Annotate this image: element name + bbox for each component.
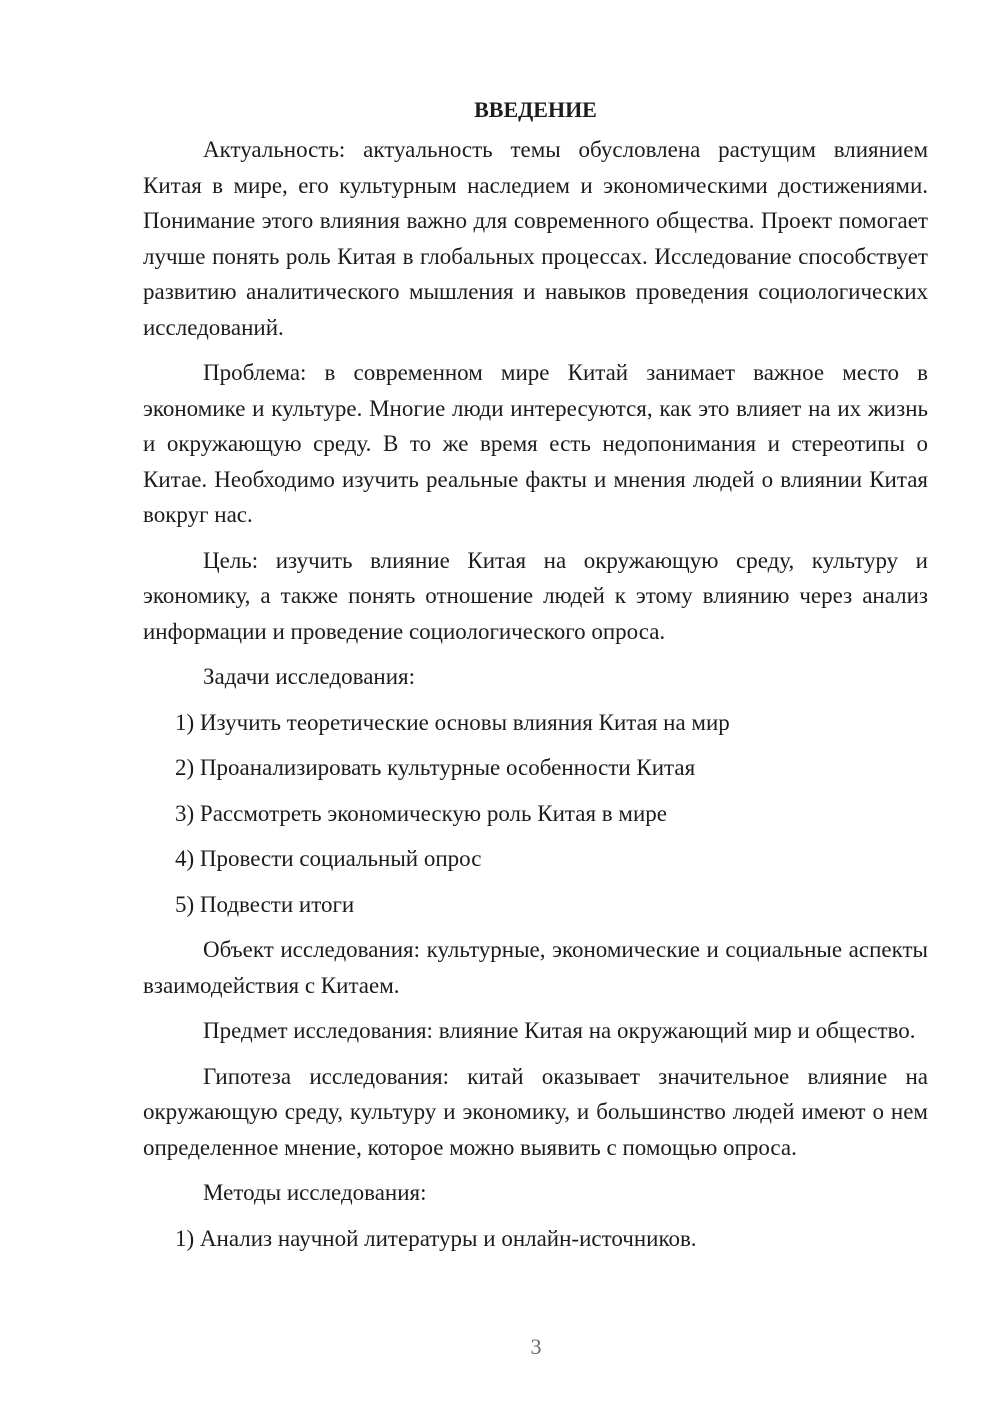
- list-item: 5) Подвести итоги: [175, 891, 355, 917]
- page-number: 3: [530, 1334, 542, 1359]
- goal-paragraph: Цель: изучить влияние Китая на окружающую среду, культуру и экономику, а также понять отношение людей к этому влиянию через анализ информации и проведение социологического опроса.: [143, 547, 928, 644]
- document-body: [143, 92, 928, 1266]
- subject-paragraph: Предмет исследования: влияние Китая на окружающий мир и общество.: [203, 1018, 916, 1043]
- tasks-list: [143, 705, 928, 923]
- list-item: 1) Анализ научной литературы и онлайн-источников.: [175, 1225, 697, 1251]
- tasks-title: Задачи исследования:: [203, 664, 416, 689]
- hypothesis-paragraph: Гипотеза исследования: китай оказывает значительное влияние на окружающую среду, культуру и экономику, и большинство людей имеют о нем определенное мнение, которое можно выявить с помощью опроса.: [143, 1063, 928, 1160]
- section-heading: ВВЕДЕНИЕ: [474, 97, 597, 122]
- relevance-paragraph: Актуальность: актуальность темы обусловлена растущим влиянием Китая в мире, его культурным наследием и экономическими достижениями. Понимание этого влияния важно для современного общества. Проект помогает лучше понять роль Китая в глобальных процессах. Исследование способствует развитию аналитического мышления и навыков проведения социологических исследований.: [143, 137, 928, 340]
- methods-list: [143, 1221, 928, 1257]
- list-item: 3) Рассмотреть экономическую роль Китая в мире: [175, 800, 667, 826]
- list-item: 2) Проанализировать культурные особенности Китая: [175, 755, 696, 780]
- problem-paragraph: Проблема: в современном мире Китай занимает важное место в экономике и культуре. Многие люди интересуются, как это влияет на их жизнь и окружающую среду. В то же время есть недопонимания и стереотипы о Китае. Необходимо изучить реальные факты и мнения людей о влиянии Китая вокруг нас.: [143, 360, 928, 527]
- list-item: 1) Изучить теоретические основы влияния Китая на мир: [175, 709, 730, 735]
- list-item: 4) Провести социальный опрос: [175, 846, 482, 871]
- methods-title: Методы исследования:: [203, 1180, 427, 1205]
- object-paragraph: Объект исследования: культурные, экономические и социальные аспекты взаимодействия с Китаем.: [143, 937, 928, 998]
